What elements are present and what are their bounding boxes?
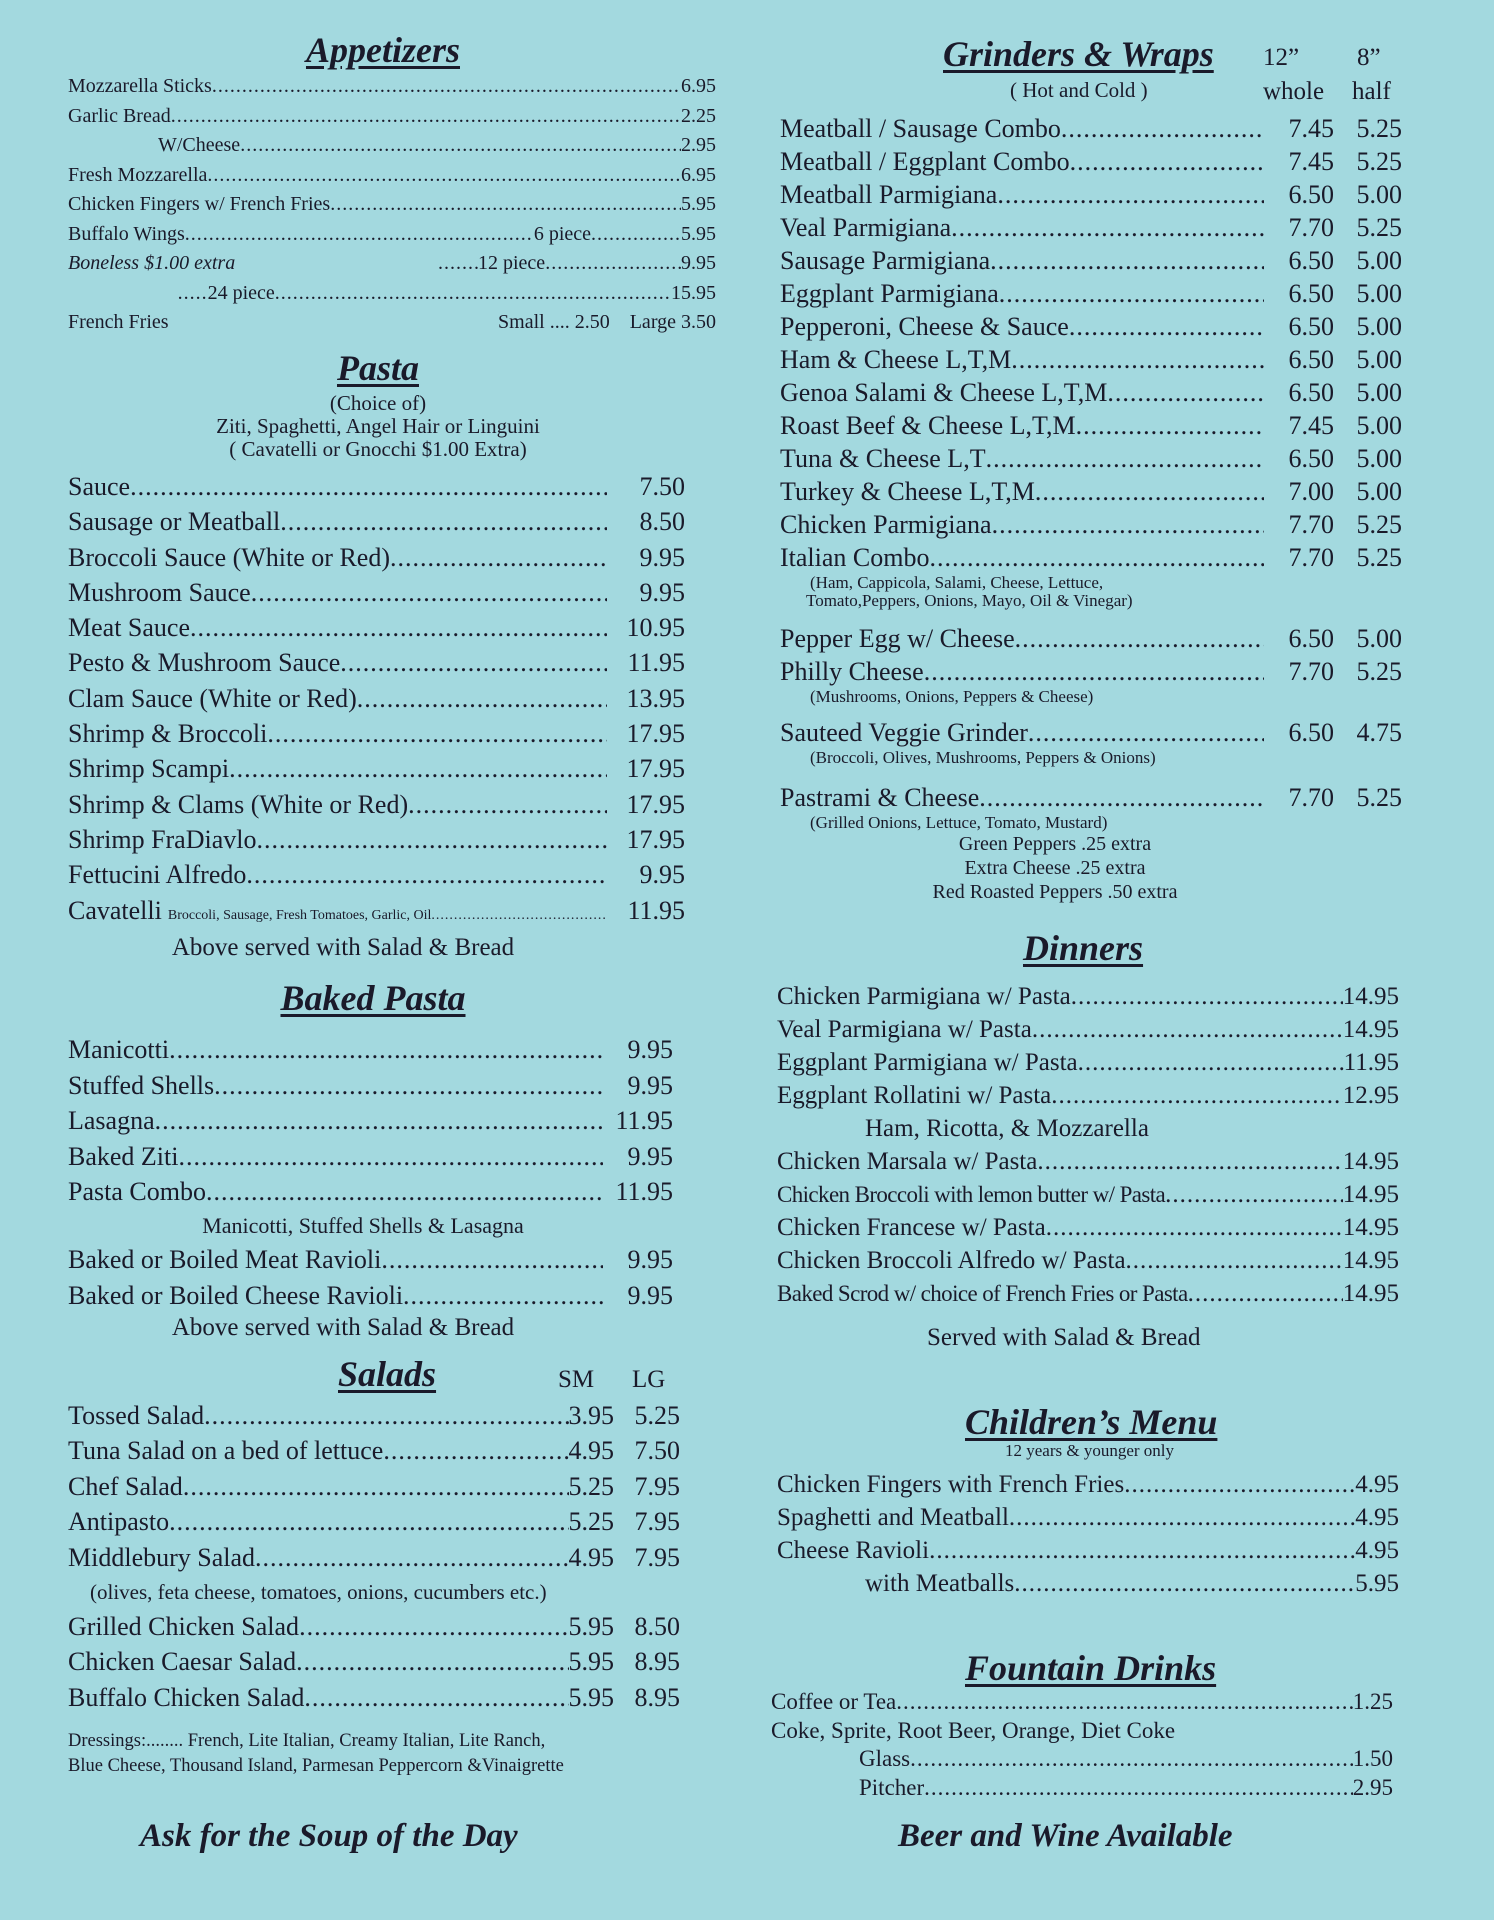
grinders-subtitle: ( Hot and Cold ) [1010,78,1148,102]
pasta-note: Ziti, Spaghetti, Angel Hair or Linguini [216,414,540,438]
menu-item: Pepperoni, Cheese & Sauce ..... 6.50 5.00 [780,310,1402,343]
drinks-section [771,1648,1407,1802]
menu-item: Philly Cheese ..... 7.70 5.25 [780,655,1402,688]
col-whole-label: whole [1263,78,1325,105]
menu-item: Chicken Caesar Salad ..... 5.95 8.95 [68,1644,680,1679]
childrens-section [775,1402,1407,1600]
combo-note: Manicotti, Stuffed Shells & Lasagna [202,1212,524,1238]
menu-item: Sauteed Veggie Grinder ..... 6.50 4.75 [780,716,1402,749]
menu-item: Ham & Cheese L,T,M ..... 6.50 5.00 [780,343,1402,376]
middlebury-note: (olives, feta cheese, tomatoes, onions, cucumbers etc.) [90,1580,547,1605]
menu-item: Meat Sauce ..... 10.95 [68,610,685,645]
drinks-title: Fountain Drinks [965,1648,1217,1688]
menu-item: Tuna & Cheese L,T ..... 6.50 5.00 [780,442,1402,475]
menu-item: Eggplant Parmigiana ..... 6.50 5.00 [780,277,1402,310]
menu-item: Clam Sauce (White or Red) ..... 13.95 [68,681,685,716]
menu-item: Buffalo Chicken Salad ..... 5.95 8.95 [68,1680,680,1715]
menu-item: Genoa Salami & Cheese L,T,M ..... 6.50 5.00 [780,376,1402,409]
menu-item: Shrimp & Broccoli ..... 17.95 [68,716,685,751]
extra-note: Extra Cheese .25 extra [964,857,1146,879]
menu-item: Pesto & Mushroom Sauce ..... 11.95 [68,645,685,680]
menu-item: Garlic Bread ..... 2.25 [68,102,716,132]
menu-item: Veal Parmigiana w/ Pasta ..... 14.95 [777,1013,1399,1046]
menu-item: Stuffed Shells ..... 9.95 [68,1068,673,1104]
baked-pasta-section [68,978,718,1342]
item-description: (Grilled Onions, Lettuce, Tomato, Mustard) [810,813,1108,832]
extra-note: Green Peppers .25 extra [958,833,1152,855]
served-note: Served with Salad & Bread [927,1324,1201,1351]
wings-24-row: ..... 24 piece ..... 15.95 [68,279,716,309]
menu-item: Grilled Chicken Salad ..... 5.95 8.50 [68,1609,680,1644]
menu-item: Chef Salad ..... 5.25 7.95 [68,1469,680,1504]
menu-item: Eggplant Parmigiana w/ Pasta ..... 11.95 [777,1046,1399,1079]
menu-item: Chicken Francese w/ Pasta ..... 14.95 [777,1211,1399,1244]
menu-item: Pastrami & Cheese ..... 7.70 5.25 [780,781,1402,814]
menu-item: Meatball / Sausage Combo ..... 7.45 5.25 [780,112,1402,145]
menu-item: Lasagna ..... 11.95 [68,1103,673,1139]
menu-item: Chicken Fingers with French Fries ..... 4.95 [777,1468,1399,1501]
grinders-section [775,34,1407,904]
fries-row: French Fries Small .... 2.50 Large 3.50 [68,311,716,333]
menu-item: Shrimp FraDiavlo ..... 17.95 [68,822,685,857]
appetizers-section [68,30,718,338]
childrens-subtitle: 12 years & younger only [1005,1441,1175,1460]
menu-item: Meatball Parmigiana ..... 6.50 5.00 [780,178,1402,211]
menu-item: Baked or Boiled Cheese Ravioli ..... 9.95 [68,1278,673,1314]
extra-note: Red Roasted Peppers .50 extra [932,881,1178,903]
menu-item: Sausage or Meatball ..... 8.50 [68,504,685,539]
item-description: Tomato,Peppers, Onions, Mayo, Oil & Vinegar) [806,591,1133,610]
col-sm-header: SM [558,1366,595,1393]
menu-item: Chicken Broccoli Alfredo w/ Pasta ..... 14.95 [777,1244,1399,1277]
pasta-section [68,348,718,963]
menu-item: Meatball / Eggplant Combo ..... 7.45 5.25 [780,145,1402,178]
appetizers-title: Appetizers [305,30,460,70]
item-description: (Broccoli, Olives, Mushrooms, Peppers & Onions) [810,748,1156,767]
soup-footer: Ask for the Soup of the Day [140,1818,518,1854]
item-description: (Ham, Cappicola, Salami, Cheese, Lettuce, [810,573,1104,592]
menu-item: Manicotti ..... 9.95 [68,1032,673,1068]
rollatini-note: Ham, Ricotta, & Mozzarella [865,1115,1149,1142]
baked-pasta-title: Baked Pasta [280,978,466,1018]
menu-item: Glass ..... 1.50 [771,1745,1393,1774]
col-half-label: half [1352,78,1391,105]
salads-title: Salads [338,1354,437,1394]
menu-item: Shrimp Scampi ..... 17.95 [68,751,685,786]
menu-item: Shrimp & Clams (White or Red) ..... 17.95 [68,787,685,822]
item-description: (Mushrooms, Onions, Peppers & Cheese) [810,687,1094,706]
menu-item: Sauce ..... 7.50 [68,469,685,504]
wings-12-row: Boneless $1.00 extra ..... 12 piece ..... 9.95 [68,249,716,279]
sodas-line: Coke, Sprite, Root Beer, Orange, Diet Coke [771,1717,1176,1743]
menu-item: Spaghetti and Meatball ..... 4.95 [777,1501,1399,1534]
menu-item: Baked Scrod w/ choice of French Fries or Pasta ..... 14.95 [777,1277,1399,1310]
menu-item: Cavatelli Broccoli, Sausage, Fresh Tomatoes, Garlic, Oil ..... 11.95 [68,893,685,933]
menu-item: Antipasto ..... 5.25 7.95 [68,1504,680,1539]
menu-item: Fresh Mozzarella ..... 6.95 [68,161,716,191]
pasta-note: (Choice of) [329,391,427,415]
grinders-title: Grinders & Wraps [943,34,1214,74]
menu-item: Veal Parmigiana ..... 7.70 5.25 [780,211,1402,244]
wings-6-row: Buffalo Wings ..... 6 piece ..... 5.95 [68,220,716,250]
menu-item: Mozzarella Sticks ..... 6.95 [68,72,716,102]
col-whole-size: 12” [1263,44,1300,71]
menu-item: Tossed Salad ..... 3.95 5.25 [68,1398,680,1433]
menu-item: Sausage Parmigiana ..... 6.50 5.00 [780,244,1402,277]
menu-item: Pepper Egg w/ Cheese ..... 6.50 5.00 [780,622,1402,655]
menu-item: with Meatballs ..... 5.95 [777,1567,1399,1600]
menu-item: Italian Combo ..... 7.70 5.25 [780,541,1402,574]
childrens-title: Children’s Menu [965,1402,1218,1442]
menu-item: Turkey & Cheese L,T,M ..... 7.00 5.00 [780,475,1402,508]
menu-item: Chicken Parmigiana ..... 7.70 5.25 [780,508,1402,541]
menu-item: Cheese Ravioli ..... 4.95 [777,1534,1399,1567]
menu-item: Broccoli Sauce (White or Red) ..... 9.95 [68,540,685,575]
menu-item: Mushroom Sauce ..... 9.95 [68,575,685,610]
menu-item: Middlebury Salad ..... 4.95 7.95 [68,1540,680,1575]
menu-item: W/Cheese ..... 2.95 [68,131,716,161]
menu-item: Chicken Marsala w/ Pasta ..... 14.95 [777,1145,1399,1178]
menu-item: Fettucini Alfredo ..... 9.95 [68,857,685,892]
served-note: Above served with Salad & Bread [171,933,515,961]
dinners-title: Dinners [1023,928,1144,968]
beer-footer: Beer and Wine Available [898,1818,1233,1854]
menu-item: Baked Ziti ..... 9.95 [68,1139,673,1175]
pasta-note: ( Cavatelli or Gnocchi $1.00 Extra) [229,437,527,461]
menu-item: Pasta Combo ..... 11.95 [68,1174,673,1210]
menu-item: Eggplant Rollatini w/ Pasta ..... 12.95 [777,1079,1399,1112]
menu-item: Chicken Parmigiana w/ Pasta ..... 14.95 [777,980,1399,1013]
col-half-size: 8” [1357,44,1381,71]
menu-item: Chicken Fingers w/ French Fries ..... 5.95 [68,190,716,220]
menu-item: Roast Beef & Cheese L,T,M ..... 7.45 5.00 [780,409,1402,442]
dressings-line: Blue Cheese, Thousand Island, Parmesan Peppercorn &Vinaigrette [68,1756,564,1777]
col-lg-header: LG [632,1366,666,1393]
menu-item: Pitcher ..... 2.95 [771,1774,1393,1803]
menu-item: Chicken Broccoli with lemon butter w/ Pasta ..... 14.95 [777,1178,1399,1211]
pasta-title: Pasta [336,348,419,388]
menu-item: Coffee or Tea ..... 1.25 [771,1688,1393,1717]
menu-item: Tuna Salad on a bed of lettuce ..... 4.95 7.50 [68,1433,680,1468]
dinners-section [775,928,1407,1352]
menu-item: Baked or Boiled Meat Ravioli ..... 9.95 [68,1242,673,1278]
salads-section [68,1354,718,1779]
dressings-line: Dressings:........ French, Lite Italian, Creamy Italian, Lite Ranch, [68,1731,546,1752]
served-note: Above served with Salad & Bread [171,1313,515,1341]
